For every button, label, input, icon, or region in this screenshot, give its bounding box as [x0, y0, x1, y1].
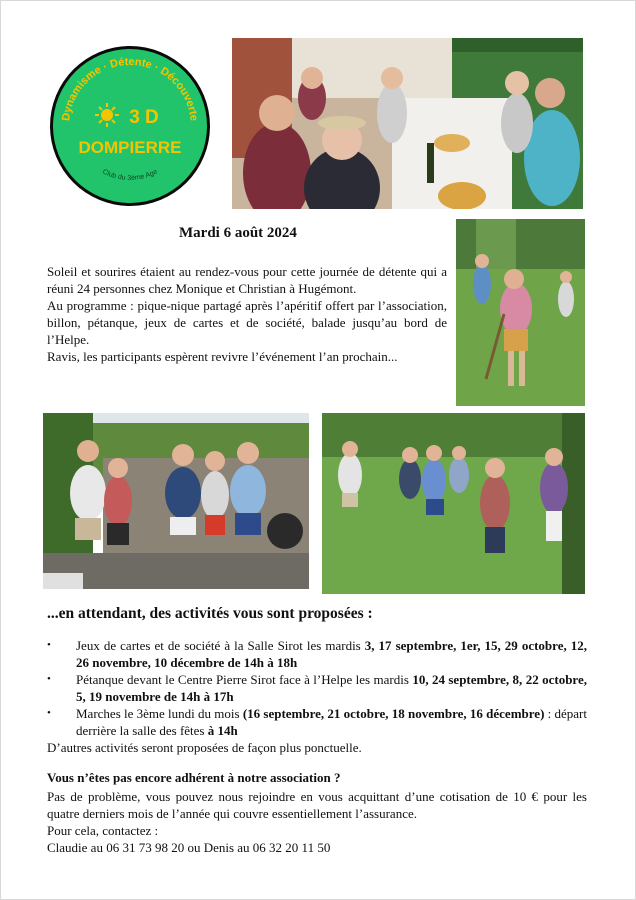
photo-group-by-wall	[43, 413, 309, 589]
photo-picnic-buffet	[232, 38, 583, 209]
photo-billon-player	[456, 219, 585, 406]
event-report	[47, 263, 447, 365]
bullet-icon: •	[47, 707, 51, 719]
logo-bottom-text: Club du 3ème Age	[101, 168, 159, 182]
event-paragraph: Soleil et sourires étaient au rendez-vous pour cette journée de détente qui a réuni 24 personnes chez Monique et Christian à Hugémont.	[47, 264, 447, 296]
activity-dates: 3, 17 septembre, 1er, 15, 29 octobre, 12, 26 novembre, 10 décembre de 14h à 18h	[76, 638, 587, 670]
bullet-icon: •	[47, 639, 51, 651]
activity-item	[47, 637, 587, 671]
activity-text: Marches le 3ème lundi du mois	[76, 706, 243, 721]
membership-section	[47, 769, 587, 856]
logo-ring-text: Dynamisme · Détente · Découverte	[60, 55, 200, 122]
event-date-title: Mardi 6 août 2024	[179, 225, 297, 241]
activity-dates: (16 septembre, 21 octobre, 18 novembre, 16 décembre)	[242, 706, 545, 721]
activity-text: Pétanque devant le Centre Pierre Sirot face à l’Helpe les mardis	[76, 672, 413, 687]
activity-item	[47, 671, 587, 705]
membership-text: Pas de problème, vous pouvez nous rejoindre en vous acquittant d’une cotisation de 10 € pour les quatre derniers mois de l’année qui couvre essentiellement l’assurance.	[47, 789, 587, 821]
activity-time: à 14h	[207, 723, 238, 738]
logo-big-text: 3 D	[129, 107, 159, 128]
event-paragraph: Au programme : pique-nique partagé après l’apéritif offert par l’association, billon, pétanque, jeux de cartes et de société, balade jusqu’au bord de l’Helpe.	[47, 298, 447, 347]
photo-petanque-game	[322, 413, 585, 594]
activities-title: ...en attendant, des activités vous sont proposées :	[47, 605, 373, 622]
more-activities-note: D’autres activités seront proposées de façon plus ponctuelle.	[47, 740, 362, 755]
logo-name: DOMPIERRE	[78, 138, 182, 157]
club-logo	[49, 45, 211, 207]
activity-meeting-point: : départ derrière la salle des fêtes	[76, 706, 587, 738]
activities-list	[47, 637, 587, 756]
membership-contacts: Claudie au 06 31 73 98 20 ou Denis au 06 32 20 11 50	[47, 840, 331, 855]
bullet-icon: •	[47, 673, 51, 685]
activity-item	[47, 705, 587, 739]
membership-contact-intro: Pour cela, contactez :	[47, 823, 159, 838]
activity-dates: 10, 24 septembre, 8, 22 octobre, 5, 19 novembre de 14h à 17h	[76, 672, 587, 704]
event-paragraph: Ravis, les participants espèrent revivre l’événement l’an prochain...	[47, 349, 398, 364]
activity-text: Jeux de cartes et de société à la Salle Sirot les mardis	[76, 638, 365, 653]
membership-title: Vous n’êtes pas encore adhérent à notre association ?	[47, 770, 341, 785]
